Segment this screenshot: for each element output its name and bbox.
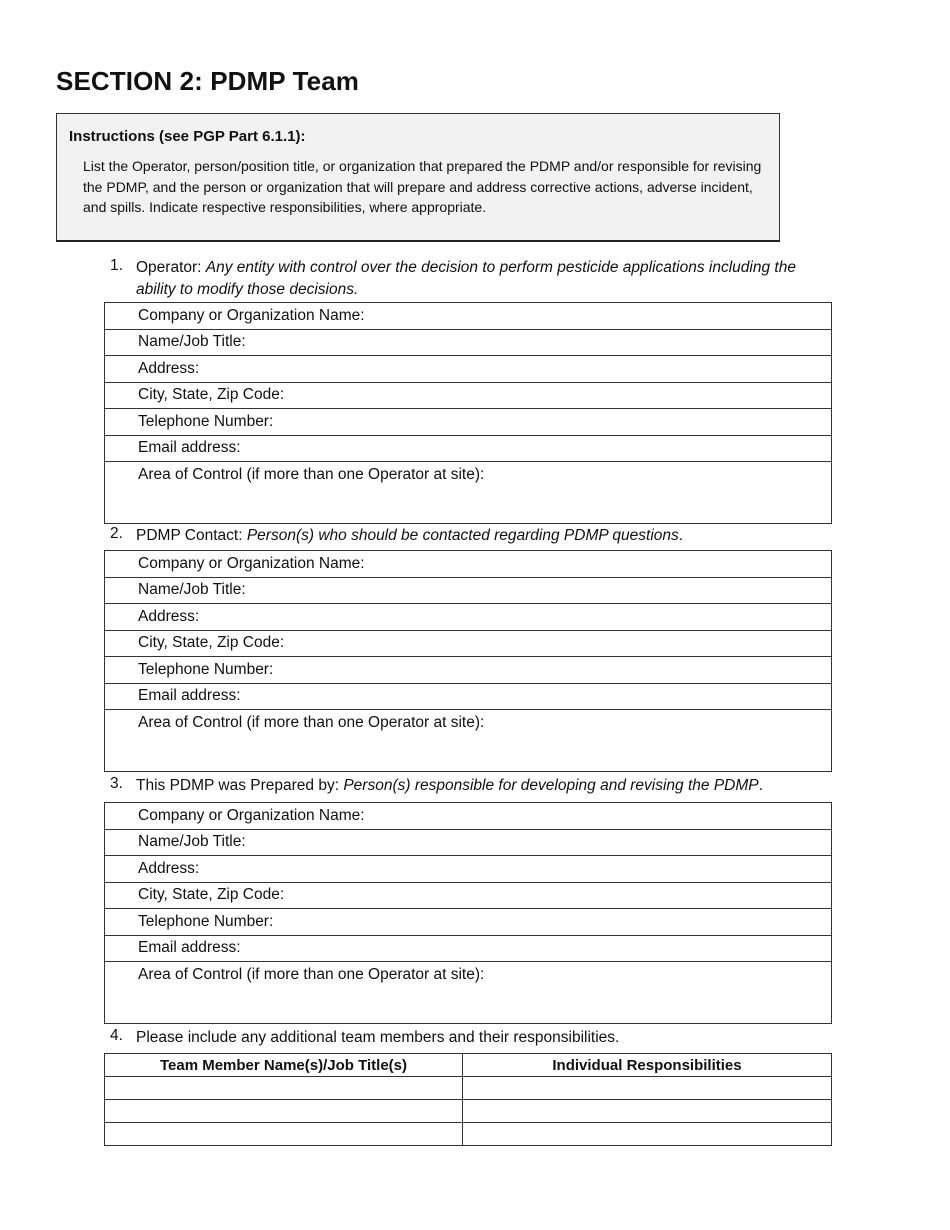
job-title-field[interactable]: Name/Job Title: — [105, 329, 832, 356]
page-title: SECTION 2: PDMP Team — [56, 66, 359, 96]
question-text: This PDMP was Prepared by: Person(s) responsible for developing and revising the PDMP. — [136, 777, 763, 794]
city-state-zip-field[interactable]: City, State, Zip Code: — [105, 630, 832, 657]
company-name-field[interactable]: Company or Organization Name: — [105, 551, 832, 578]
table-row — [105, 1077, 832, 1100]
email-field[interactable]: Email address: — [105, 683, 832, 710]
operator-form-table — [104, 302, 832, 524]
responsibilities-cell[interactable] — [463, 1100, 832, 1123]
question-description: Person(s) who should be contacted regarding PDMP questions — [246, 527, 679, 544]
table-row — [105, 1100, 832, 1123]
telephone-field[interactable]: Telephone Number: — [105, 657, 832, 684]
question-text: PDMP Contact: Person(s) who should be contacted regarding PDMP questions. — [136, 527, 684, 544]
team-members-table — [104, 1053, 832, 1146]
job-title-field[interactable]: Name/Job Title: — [105, 829, 832, 856]
individual-responsibilities-header: Individual Responsibilities — [463, 1054, 832, 1077]
city-state-zip-field[interactable]: City, State, Zip Code: — [105, 382, 832, 409]
question-label: Please include any additional team members and their responsibilities. — [136, 1029, 620, 1046]
telephone-field[interactable]: Telephone Number: — [105, 409, 832, 436]
pdmp-contact-form-table — [104, 550, 832, 772]
email-field[interactable]: Email address: — [105, 435, 832, 462]
email-field[interactable]: Email address: — [105, 935, 832, 962]
area-of-control-field[interactable]: Area of Control (if more than one Operator at site): — [105, 962, 832, 1024]
area-of-control-field[interactable]: Area of Control (if more than one Operator at site): — [105, 462, 832, 524]
address-field[interactable]: Address: — [105, 856, 832, 883]
instructions-box — [56, 113, 780, 242]
responsibilities-cell[interactable] — [463, 1123, 832, 1146]
telephone-field[interactable]: Telephone Number: — [105, 909, 832, 936]
job-title-field[interactable]: Name/Job Title: — [105, 577, 832, 604]
instructions-body: List the Operator, person/position title, or organization that prepared the PDMP and/or responsible for revising the PDMP, and the person or organization that will prepare and address corrective actions, adverse incident, and spills. Indicate respective responsibilities, where appropriate. — [83, 158, 762, 216]
question-label: Operator: — [136, 259, 206, 276]
table-row — [105, 1123, 832, 1146]
question-label: PDMP Contact: — [136, 527, 247, 544]
city-state-zip-field[interactable]: City, State, Zip Code: — [105, 882, 832, 909]
team-member-name-cell[interactable] — [105, 1100, 463, 1123]
company-name-field[interactable]: Company or Organization Name: — [105, 803, 832, 830]
team-member-name-header: Team Member Name(s)/Job Title(s) — [105, 1054, 463, 1077]
address-field[interactable]: Address: — [105, 356, 832, 383]
question-description: Person(s) responsible for developing and revising the PDMP — [343, 777, 759, 794]
question-description: Any entity with control over the decision to perform pesticide applications including the ability to modify those decisions. — [136, 259, 796, 298]
area-of-control-field[interactable]: Area of Control (if more than one Operator at site): — [105, 710, 832, 772]
question-number: 4. — [110, 1027, 123, 1044]
question-number: 3. — [110, 775, 123, 792]
prepared-by-form-table — [104, 802, 832, 1024]
question-text — [136, 1027, 796, 1049]
company-name-field[interactable]: Company or Organization Name: — [105, 303, 832, 330]
address-field[interactable]: Address: — [105, 604, 832, 631]
question-text — [136, 257, 796, 301]
question-number: 2. — [110, 525, 123, 542]
question-label: This PDMP was Prepared by: — [136, 777, 344, 794]
responsibilities-cell[interactable] — [463, 1077, 832, 1100]
team-member-name-cell[interactable] — [105, 1123, 463, 1146]
team-member-name-cell[interactable] — [105, 1077, 463, 1100]
instructions-title: Instructions (see PGP Part 6.1.1): — [69, 128, 306, 145]
question-number: 1. — [110, 257, 123, 274]
